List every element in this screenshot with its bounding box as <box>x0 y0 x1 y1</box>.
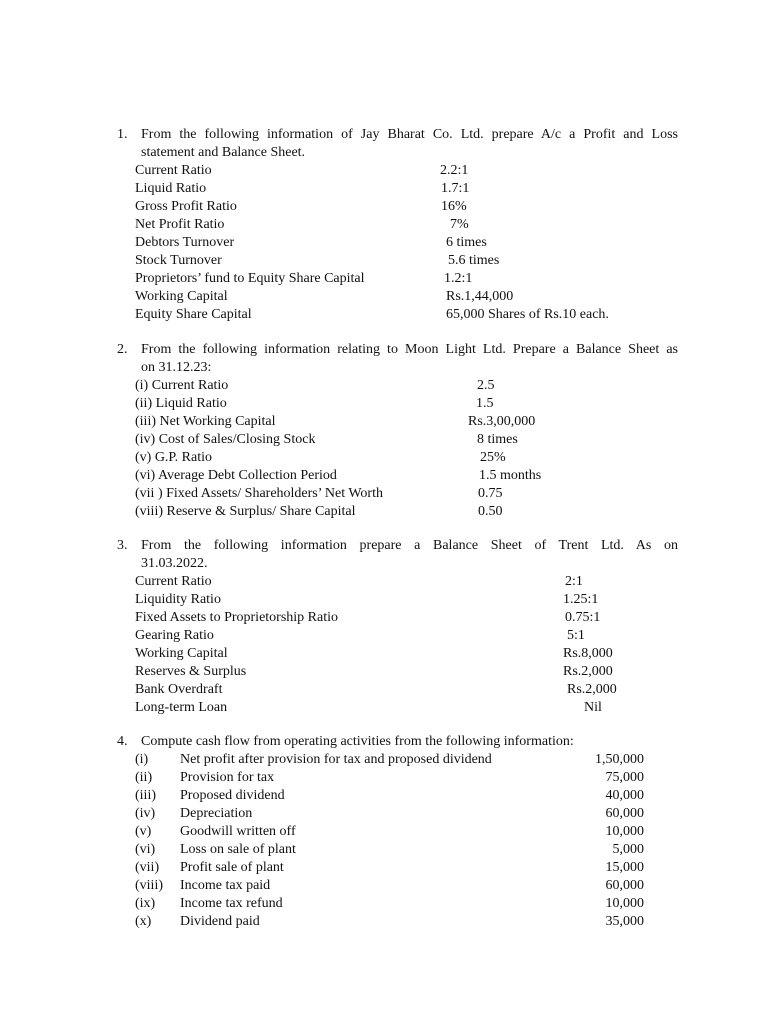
item-number: (viii) <box>135 878 163 893</box>
ratio-row <box>0 627 768 645</box>
item-amount: 5,000 <box>612 842 644 857</box>
question-number: 1. <box>117 127 128 142</box>
item-value: 2.5 <box>477 378 495 393</box>
ratio-row <box>0 645 768 663</box>
question-text: From the following information prepare a Balance Sheet of Trent Ltd. As on <box>141 538 678 553</box>
ratio-row <box>0 252 768 270</box>
item-amount: 1,50,000 <box>595 752 644 767</box>
question-number: 4. <box>117 734 128 749</box>
item-amount: 10,000 <box>605 896 644 911</box>
item-label: (vii ) Fixed Assets/ Shareholders’ Net Worth <box>135 486 383 501</box>
item-value: 25% <box>480 450 506 465</box>
question-1 <box>0 126 768 324</box>
cashflow-row <box>0 841 768 859</box>
item-label: (i) Current Ratio <box>135 378 229 393</box>
item-value: Rs.8,000 <box>563 646 613 661</box>
item-value: 8 times <box>477 432 518 447</box>
item-label: Fixed Assets to Proprietorship Ratio <box>135 610 338 625</box>
ratio-row <box>0 395 768 413</box>
item-amount: 35,000 <box>605 914 644 929</box>
item-value: 2.2:1 <box>440 163 469 178</box>
item-value: Rs.1,44,000 <box>446 289 514 304</box>
ratio-row <box>0 681 768 699</box>
question-text-continued: 31.03.2022. <box>141 556 208 571</box>
ratio-row <box>0 467 768 485</box>
ratio-row <box>0 180 768 198</box>
item-value: 5:1 <box>567 628 585 643</box>
question-2 <box>0 341 768 521</box>
item-value: Rs.2,000 <box>563 664 613 679</box>
item-label: (iii) Net Working Capital <box>135 414 276 429</box>
ratio-row <box>0 234 768 252</box>
item-label: Liquidity Ratio <box>135 592 221 607</box>
item-value: 5.6 times <box>448 253 500 268</box>
ratio-row <box>0 216 768 234</box>
item-value: 16% <box>441 199 467 214</box>
ratio-row <box>0 377 768 395</box>
item-number: (ii) <box>135 770 153 785</box>
cashflow-row <box>0 877 768 895</box>
item-number: (iii) <box>135 788 156 803</box>
item-label: (iv) Cost of Sales/Closing Stock <box>135 432 316 447</box>
question-text: From the following information of Jay Bharat Co. Ltd. prepare A/c a Profit and Loss <box>141 127 678 142</box>
ratio-row <box>0 485 768 503</box>
ratio-row <box>0 591 768 609</box>
item-value: Rs.3,00,000 <box>468 414 536 429</box>
ratio-row <box>0 306 768 324</box>
item-label: Proprietors’ fund to Equity Share Capital <box>135 271 365 286</box>
item-label: (viii) Reserve & Surplus/ Share Capital <box>135 504 356 519</box>
item-value: 65,000 Shares of Rs.10 each. <box>446 307 609 322</box>
ratio-row <box>0 663 768 681</box>
item-label: Gross Profit Ratio <box>135 199 237 214</box>
question-number: 3. <box>117 538 128 553</box>
item-value: 0.50 <box>478 504 503 519</box>
cashflow-row <box>0 787 768 805</box>
item-amount: 15,000 <box>605 860 644 875</box>
item-label: Dividend paid <box>180 914 260 929</box>
item-amount: 75,000 <box>605 770 644 785</box>
ratio-row <box>0 699 768 717</box>
cashflow-row <box>0 823 768 841</box>
item-label: Working Capital <box>135 646 228 661</box>
ratio-row <box>0 270 768 288</box>
item-label: (v) G.P. Ratio <box>135 450 212 465</box>
item-number: (iv) <box>135 806 156 821</box>
ratio-row <box>0 288 768 306</box>
item-label: Liquid Ratio <box>135 181 207 196</box>
cashflow-row <box>0 751 768 769</box>
item-label: Depreciation <box>180 806 253 821</box>
item-label: Bank Overdraft <box>135 682 223 697</box>
item-number: (v) <box>135 824 152 839</box>
item-label: (vi) Average Debt Collection Period <box>135 468 337 483</box>
item-amount: 40,000 <box>605 788 644 803</box>
item-value: 0.75:1 <box>565 610 601 625</box>
item-label: Income tax paid <box>180 878 271 893</box>
item-number: (x) <box>135 914 152 929</box>
item-value: Rs.2,000 <box>567 682 617 697</box>
item-label: Proposed dividend <box>180 788 285 803</box>
item-number: (vii) <box>135 860 160 875</box>
item-label: Debtors Turnover <box>135 235 235 250</box>
item-label: Provision for tax <box>180 770 275 785</box>
item-value: 1.5 months <box>479 468 542 483</box>
item-value: 2:1 <box>565 574 583 589</box>
question-number: 2. <box>117 342 128 357</box>
question-4 <box>0 733 768 931</box>
question-text: Compute cash flow from operating activities from the following information: <box>141 734 574 749</box>
item-value: 7% <box>450 217 469 232</box>
item-value: 0.75 <box>478 486 503 501</box>
cashflow-row <box>0 859 768 877</box>
ratio-row <box>0 573 768 591</box>
item-label: Current Ratio <box>135 163 212 178</box>
ratio-row <box>0 503 768 521</box>
item-value: 6 times <box>446 235 487 250</box>
cashflow-row <box>0 913 768 931</box>
item-label: Net Profit Ratio <box>135 217 225 232</box>
ratio-row <box>0 198 768 216</box>
question-text-continued: statement and Balance Sheet. <box>141 145 306 160</box>
item-label: Reserves & Surplus <box>135 664 247 679</box>
item-label: Working Capital <box>135 289 228 304</box>
item-value: Nil <box>584 700 602 715</box>
ratio-row <box>0 431 768 449</box>
ratio-row <box>0 449 768 467</box>
cashflow-row <box>0 769 768 787</box>
cashflow-row <box>0 805 768 823</box>
item-label: Gearing Ratio <box>135 628 214 643</box>
item-amount: 60,000 <box>605 878 644 893</box>
item-label: Stock Turnover <box>135 253 222 268</box>
item-label: Long-term Loan <box>135 700 228 715</box>
ratio-row <box>0 413 768 431</box>
item-label: Goodwill written off <box>180 824 296 839</box>
question-3 <box>0 537 768 717</box>
ratio-row <box>0 162 768 180</box>
item-number: (vi) <box>135 842 156 857</box>
item-label: Income tax refund <box>180 896 283 911</box>
item-value: 1.7:1 <box>441 181 470 196</box>
ratio-row <box>0 609 768 627</box>
question-text-continued: on 31.12.23: <box>141 360 212 375</box>
item-number: (i) <box>135 752 149 767</box>
item-amount: 10,000 <box>605 824 644 839</box>
item-amount: 60,000 <box>605 806 644 821</box>
item-value: 1.2:1 <box>444 271 473 286</box>
item-label: Equity Share Capital <box>135 307 252 322</box>
item-label: Profit sale of plant <box>180 860 284 875</box>
item-label: (ii) Liquid Ratio <box>135 396 227 411</box>
item-label: Current Ratio <box>135 574 212 589</box>
question-text: From the following information relating to Moon Light Ltd. Prepare a Balance Sheet as <box>141 342 678 357</box>
cashflow-row <box>0 895 768 913</box>
item-label: Loss on sale of plant <box>180 842 296 857</box>
item-value: 1.5 <box>476 396 494 411</box>
item-number: (ix) <box>135 896 156 911</box>
item-value: 1.25:1 <box>563 592 599 607</box>
item-label: Net profit after provision for tax and proposed dividend <box>180 752 492 767</box>
